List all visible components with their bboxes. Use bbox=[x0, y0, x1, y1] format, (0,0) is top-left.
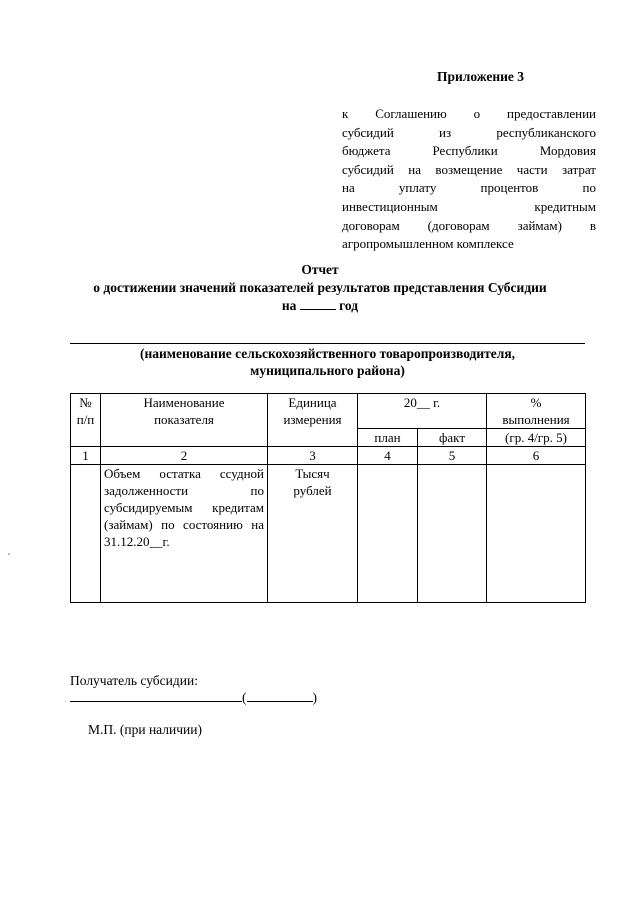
appendix-title: Приложение 3 bbox=[437, 69, 525, 84]
appendix-line: агропромышленном комплексе bbox=[342, 236, 514, 252]
table-row bbox=[71, 465, 586, 603]
appendix-line: инвестиционным кредитным bbox=[342, 198, 596, 214]
column-number: 6 bbox=[487, 447, 586, 465]
appendix-line: на уплату процентов по bbox=[342, 180, 596, 196]
report-table bbox=[70, 393, 586, 603]
header-num: № п/п bbox=[71, 394, 101, 447]
row-unit: Тысяч рублей bbox=[268, 465, 358, 603]
row-plan-cell[interactable] bbox=[358, 465, 418, 603]
report-subtitle: о достижении значений показателей результатов представления Субсидии bbox=[93, 280, 547, 295]
paren-close: ) bbox=[312, 690, 317, 705]
header-percent: % выполнения bbox=[487, 394, 586, 429]
header-percent-formula: (гр. 4/гр. 5) bbox=[487, 429, 586, 447]
column-number: 1 bbox=[71, 447, 101, 465]
producer-caption bbox=[70, 345, 585, 379]
appendix-line: к Соглашению о предоставлении bbox=[342, 106, 596, 121]
year-blank-field[interactable] bbox=[300, 297, 336, 310]
signature-name-field[interactable] bbox=[247, 689, 313, 702]
appendix-line: бюджета Республики Мордовия bbox=[342, 143, 596, 159]
producer-name-field[interactable] bbox=[70, 343, 585, 344]
appendix-line: субсидий из республиканского bbox=[342, 124, 596, 140]
row-num[interactable] bbox=[71, 465, 101, 603]
recipient-label: Получатель субсидии: bbox=[70, 673, 198, 688]
appendix-line: субсидий на возмещение части затрат bbox=[342, 161, 596, 177]
header-name: Наименование показателя bbox=[101, 394, 268, 447]
appendix-text bbox=[342, 105, 596, 254]
paren-open: ( bbox=[242, 690, 247, 705]
header-year: 20__ г. bbox=[358, 394, 487, 429]
column-number: 4 bbox=[358, 447, 418, 465]
report-period bbox=[0, 297, 640, 314]
header-plan: план bbox=[358, 429, 418, 447]
row-indicator-name: Объем остатка ссудной задолженности по субсидируемым кредитам (займам) по состоянию на 31.12.20__г. bbox=[101, 465, 268, 603]
column-number: 2 bbox=[101, 447, 268, 465]
producer-caption-line: муниципального района) bbox=[250, 363, 405, 378]
signature-field[interactable] bbox=[70, 689, 242, 702]
column-number: 3 bbox=[268, 447, 358, 465]
report-period-prefix: на bbox=[281, 298, 297, 313]
appendix-line: договорам (договорам займам) в bbox=[342, 217, 596, 233]
header-unit: Единица измерения bbox=[268, 394, 358, 447]
header-fact: факт bbox=[418, 429, 487, 447]
producer-caption-line: (наименование сельскохозяйственного товаропроизводителя, bbox=[139, 346, 516, 361]
report-title: Отчет bbox=[301, 262, 339, 277]
scan-artifact bbox=[8, 553, 10, 555]
row-fact-cell[interactable] bbox=[418, 465, 487, 603]
signature-line bbox=[70, 689, 317, 706]
column-number: 5 bbox=[418, 447, 487, 465]
report-period-suffix: год bbox=[339, 298, 359, 313]
stamp-label: М.П. (при наличии) bbox=[88, 722, 202, 737]
row-percent-cell[interactable] bbox=[487, 465, 586, 603]
